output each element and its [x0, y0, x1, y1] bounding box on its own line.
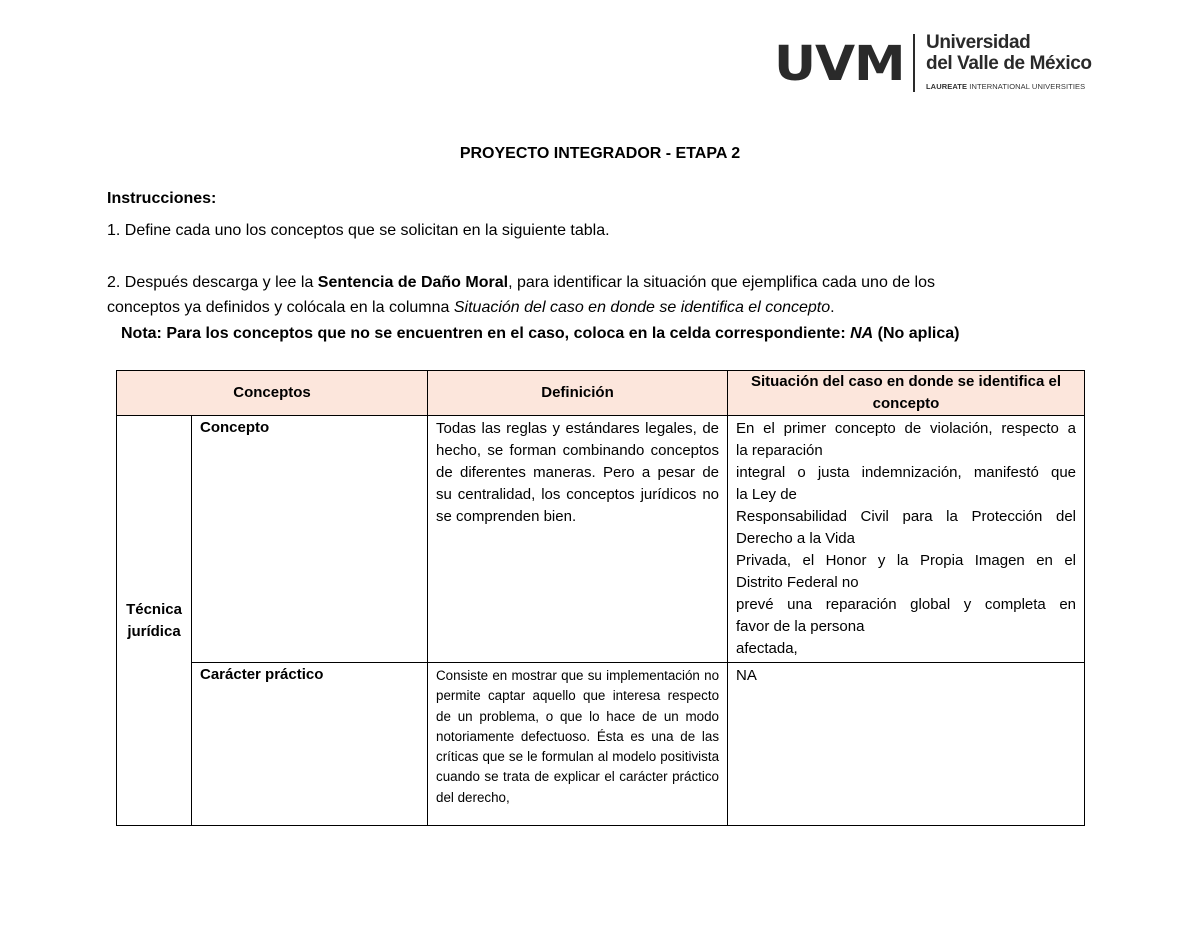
logo-divider	[913, 34, 915, 92]
logo-tagline: LAUREATE INTERNATIONAL UNIVERSITIES	[926, 82, 1086, 91]
situation-cell: NA	[728, 663, 1085, 826]
logo-university-name: Universidad del Valle de México	[926, 32, 1092, 74]
instruction-step-2-line1: 2. Después descarga y lee la Sentencia de Daño Moral, para identificar la situación que ejemplifica cada uno de los	[107, 274, 935, 291]
instructions-heading: Instrucciones:	[107, 190, 217, 207]
concept-cell: Concepto	[192, 416, 428, 663]
situation-cell: En el primer concepto de violación, respecto a la reparación integral o justa indemnización, manifestó que la Ley de Responsabilidad Civil para la Protección del Derecho a la Vida Privada, el Honor y la Propia Imagen en el Distrito Federal no prevé una reparación global y completa en favor de la persona afectada,	[728, 416, 1085, 663]
note: Nota: Para los conceptos que no se encuentren en el caso, coloca en la celda correspondiente: NA (No aplica)	[121, 325, 960, 342]
header-situation: Situación del caso en donde se identifica el concepto	[728, 371, 1085, 416]
concepts-table	[116, 370, 1085, 826]
logo-mark: UVM	[774, 36, 905, 92]
definition-cell: Todas las reglas y estándares legales, de hecho, se forman combinando conceptos de diferentes maneras. Pero a pesar de su centralidad, los conceptos jurídicos no se comprenden bien.	[428, 416, 728, 663]
header-definition: Definición	[428, 371, 728, 416]
table-header-row	[117, 371, 1085, 416]
concept-cell: Carácter práctico	[192, 663, 428, 826]
uvm-logo	[774, 30, 1092, 98]
instruction-step-2-line2: conceptos ya definidos y colócala en la columna Situación del caso en donde se identifica el concepto.	[107, 299, 835, 316]
definition-cell: Consiste en mostrar que su implementación no permite captar aquello que interesa respecto de un problema, o que lo hace de un modo notoriamente defectuoso. Ésta es una de las críticas que se le formulan al modelo positivista cuando se trata de explicar el carácter práctico del derecho,	[428, 663, 728, 826]
instruction-step-1: 1. Define cada uno los conceptos que se solicitan en la siguiente tabla.	[107, 222, 610, 239]
table-row	[117, 663, 1085, 826]
header-concepts: Conceptos	[117, 371, 428, 416]
concept-group-label: Técnica jurídica	[117, 416, 192, 826]
document-title: PROYECTO INTEGRADOR - ETAPA 2	[459, 145, 741, 162]
table-row	[117, 416, 1085, 663]
